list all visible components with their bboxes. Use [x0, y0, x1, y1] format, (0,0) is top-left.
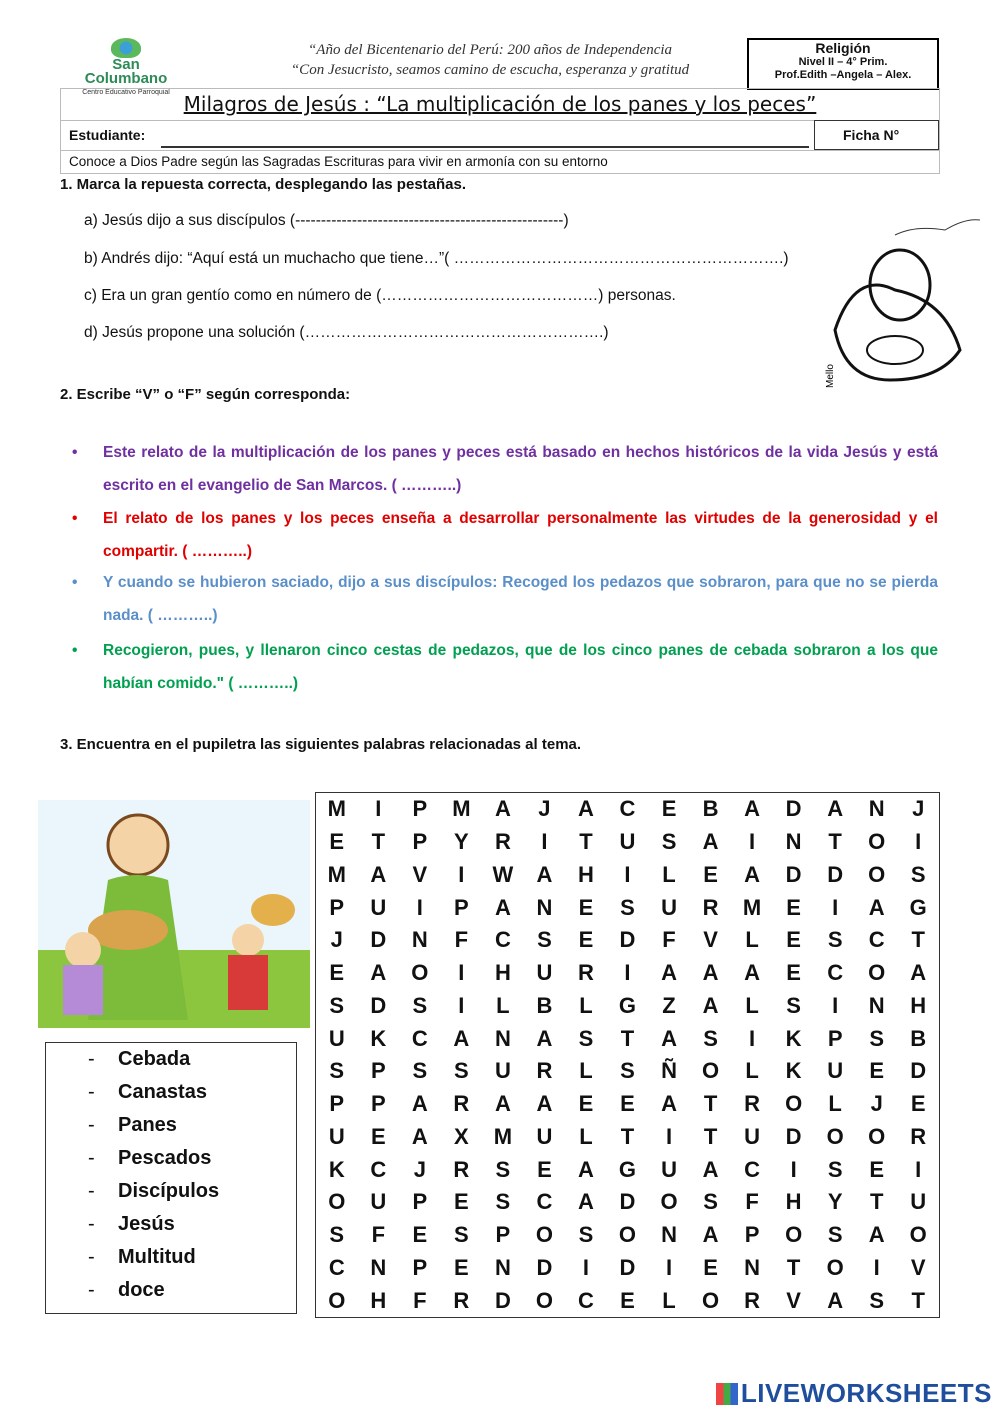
grid-letter[interactable]: A — [453, 1025, 470, 1051]
grid-letter[interactable]: K — [785, 1025, 802, 1051]
grid-letter[interactable]: Y — [454, 829, 469, 855]
grid-letter[interactable]: W — [492, 861, 514, 887]
grid-letter[interactable]: A — [536, 1025, 553, 1051]
grid-letter[interactable]: E — [412, 1222, 428, 1248]
grid-letter[interactable]: E — [703, 861, 718, 887]
grid-letter[interactable]: S — [454, 1058, 469, 1084]
grid-letter[interactable]: D — [785, 1123, 802, 1149]
grid-letter[interactable]: S — [827, 1156, 843, 1182]
grid-letter[interactable]: H — [494, 960, 511, 986]
word-list-item: - Jesús — [46, 1208, 296, 1241]
grid-letter[interactable]: V — [910, 1254, 926, 1280]
grid-letter[interactable]: A — [702, 829, 719, 855]
grid-letter[interactable]: O — [826, 1254, 844, 1280]
grid-letter[interactable]: E — [578, 894, 594, 920]
grid-letter[interactable]: A — [536, 861, 553, 887]
grid-letter[interactable]: I — [458, 861, 465, 887]
grid-letter[interactable]: D — [785, 796, 802, 822]
grid-letter[interactable]: I — [749, 829, 756, 855]
grid-letter[interactable]: S — [869, 1025, 885, 1051]
grid-letter[interactable]: H — [370, 1287, 387, 1313]
grid-letter[interactable]: U — [744, 1123, 761, 1149]
grid-letter[interactable]: S — [412, 992, 428, 1018]
grid-letter[interactable]: D — [370, 992, 387, 1018]
grid-letter[interactable]: E — [578, 1091, 594, 1117]
grid-letter[interactable]: A — [578, 1189, 594, 1215]
grid-letter[interactable]: L — [496, 992, 510, 1018]
grid-letter[interactable]: L — [662, 1287, 676, 1313]
grid-letter[interactable]: A — [702, 1222, 719, 1248]
grid-letter[interactable]: I — [915, 829, 922, 855]
grid-letter[interactable]: H — [785, 1189, 802, 1215]
grid-letter[interactable]: P — [827, 1025, 843, 1051]
grid-letter[interactable]: V — [786, 1287, 801, 1313]
grid-letter[interactable]: I — [873, 1254, 880, 1280]
grid-letter[interactable]: F — [454, 927, 469, 953]
grid-letter[interactable]: U — [328, 1025, 345, 1051]
grid-letter[interactable]: I — [458, 960, 465, 986]
grid-letter[interactable]: B — [702, 796, 719, 822]
grid-letter[interactable]: L — [828, 1091, 842, 1117]
grid-letter[interactable]: N — [494, 1254, 511, 1280]
grid-letter[interactable]: S — [412, 1058, 428, 1084]
ficha-number-field[interactable]: Ficha N° — [814, 120, 939, 150]
student-name-field[interactable] — [161, 146, 809, 148]
grid-letter[interactable]: S — [703, 1189, 718, 1215]
grid-letter[interactable]: O — [411, 960, 429, 986]
grid-letter[interactable]: H — [578, 861, 594, 887]
grid-letter[interactable]: S — [454, 1222, 469, 1248]
grid-letter[interactable]: E — [329, 960, 345, 986]
grid-letter[interactable]: P — [454, 894, 469, 920]
grid-letter[interactable]: E — [869, 1156, 885, 1182]
grid-letter[interactable]: E — [786, 894, 801, 920]
grid-letter[interactable]: P — [744, 1222, 760, 1248]
word-list-item: - Discípulos — [46, 1175, 296, 1208]
subject-box — [747, 38, 939, 90]
grid-letter[interactable]: S — [620, 1058, 635, 1084]
grid-letter[interactable]: P — [329, 1091, 345, 1117]
logo-subtext: Centro Educativo Parroquial — [82, 89, 170, 96]
grid-letter[interactable]: A — [744, 960, 761, 986]
grid-letter[interactable]: V — [412, 861, 428, 887]
grid-letter[interactable]: U — [370, 894, 387, 920]
grid-letter[interactable]: A — [744, 861, 761, 887]
grid-letter[interactable]: D — [619, 927, 636, 953]
statement-text: • Recogieron, pues, y llenaron cinco cestas de pedazos, que de los cinco panes de cebada sobraron a los que habían comido." ( ………..) — [103, 642, 938, 692]
grid-letter[interactable]: A — [494, 796, 511, 822]
grid-letter[interactable]: E — [454, 1254, 469, 1280]
grid-letter[interactable]: K — [785, 1058, 802, 1084]
question-2-title: 2. Escribe “V” o “F” según corresponda: — [60, 386, 351, 403]
grid-letter[interactable]: A — [370, 960, 387, 986]
grid-letter[interactable]: L — [662, 861, 676, 887]
grid-letter[interactable]: K — [370, 1025, 387, 1051]
grid-letter[interactable]: A — [661, 1025, 677, 1051]
jesus-sharing-bread-illustration — [38, 800, 310, 1028]
grid-letter[interactable]: D — [785, 861, 802, 887]
grid-letter[interactable]: O — [785, 1222, 803, 1248]
grid-letter[interactable]: I — [832, 992, 839, 1018]
grid-letter[interactable]: P — [412, 796, 428, 822]
grid-letter[interactable]: D — [910, 1058, 927, 1084]
grid-letter[interactable]: A — [744, 796, 761, 822]
grid-letter[interactable]: P — [412, 1189, 428, 1215]
grid-letter[interactable]: A — [661, 960, 677, 986]
q1-item-b-dropdown[interactable]: b) Andrés dijo: “Aquí está un muchacho que tiene…”( ……………………………………………………….) — [84, 250, 789, 267]
grid-letter[interactable]: Y — [827, 1189, 843, 1215]
grid-letter[interactable]: E — [786, 927, 801, 953]
grid-letter[interactable]: A — [868, 894, 885, 920]
grid-letter[interactable]: O — [826, 1123, 844, 1149]
grid-letter[interactable]: C — [868, 927, 885, 953]
grid-letter[interactable]: T — [703, 1123, 718, 1149]
grid-letter[interactable]: A — [661, 1091, 677, 1117]
q2-statement[interactable] — [72, 436, 938, 502]
grid-letter[interactable]: A — [494, 894, 511, 920]
grid-letter[interactable]: B — [536, 992, 553, 1018]
grid-letter[interactable]: J — [912, 796, 925, 822]
q1-item-a-dropdown[interactable]: a) Jesús dijo a sus discípulos (----------------------------------------------------) — [84, 212, 569, 229]
grid-letter[interactable]: S — [786, 992, 801, 1018]
grid-letter[interactable]: S — [620, 894, 635, 920]
grid-letter[interactable]: I — [416, 894, 423, 920]
statement-text: • Este relato de la multiplicación de los panes y peces está basado en hechos históricos de la vida Jesús y está escrito en el evangelio de San Marcos. ( ………..) — [103, 444, 938, 494]
grid-letter[interactable]: J — [330, 927, 343, 953]
grid-letter[interactable]: J — [413, 1156, 426, 1182]
grid-letter[interactable]: U — [536, 1123, 553, 1149]
word-list — [45, 1042, 297, 1314]
grid-letter[interactable]: N — [868, 992, 885, 1018]
grid-letter[interactable]: D — [619, 1254, 636, 1280]
grid-letter[interactable]: C — [328, 1254, 345, 1280]
grid-letter[interactable]: S — [578, 1222, 594, 1248]
grid-letter[interactable]: T — [579, 829, 593, 855]
grid-letter[interactable]: D — [370, 927, 387, 953]
student-label: Estudiante: — [69, 127, 146, 143]
grid-letter[interactable]: O — [702, 1058, 720, 1084]
grid-letter[interactable]: N — [370, 1254, 387, 1280]
grid-letter[interactable]: F — [745, 1189, 759, 1215]
grid-letter[interactable]: T — [620, 1123, 635, 1149]
grid-letter[interactable]: E — [703, 1254, 718, 1280]
liveworksheets-logo-icon — [716, 1383, 738, 1405]
grid-letter[interactable]: S — [329, 1058, 345, 1084]
grid-letter[interactable]: X — [454, 1123, 469, 1149]
grid-letter[interactable]: E — [620, 1287, 635, 1313]
grid-letter[interactable]: P — [412, 1254, 428, 1280]
grid-letter[interactable]: E — [537, 1156, 552, 1182]
grid-letter[interactable]: M — [493, 1123, 513, 1149]
grid-letter[interactable]: O — [328, 1189, 346, 1215]
grid-letter[interactable]: C — [619, 796, 636, 822]
grid-letter[interactable]: O — [868, 1123, 886, 1149]
grid-letter[interactable]: N — [785, 829, 802, 855]
grid-letter[interactable]: L — [579, 992, 593, 1018]
grid-letter[interactable]: R — [910, 1123, 927, 1149]
level: Nivel II – 4° Prim. — [798, 56, 888, 68]
grid-letter[interactable]: L — [579, 1123, 593, 1149]
grid-letter[interactable]: T — [869, 1189, 884, 1215]
grid-letter[interactable]: A — [827, 1287, 844, 1313]
motto-line-2: “Con Jesucristo, seamos camino de escucha, esperanza y gratitud — [290, 62, 690, 78]
grid-letter[interactable]: S — [495, 1189, 511, 1215]
grid-letter[interactable]: G — [909, 894, 927, 920]
grid-letter[interactable]: I — [582, 1254, 590, 1280]
grid-letter[interactable]: A — [910, 960, 927, 986]
grid-letter[interactable]: N — [661, 1222, 677, 1248]
grid-letter[interactable]: O — [702, 1287, 720, 1313]
grid-letter[interactable]: O — [535, 1287, 553, 1313]
question-3-title: 3. Encuentra en el pupiletra las siguientes palabras relacionadas al tema. — [60, 736, 582, 753]
grid-letter[interactable]: P — [370, 1058, 386, 1084]
grid-letter[interactable]: C — [536, 1189, 553, 1215]
grid-letter[interactable]: O — [785, 1091, 803, 1117]
grid-letter[interactable]: M — [742, 894, 762, 920]
grid-letter[interactable]: E — [454, 1189, 469, 1215]
grid-letter[interactable]: T — [828, 829, 842, 855]
grid-letter[interactable]: A — [494, 1091, 511, 1117]
grid-letter[interactable]: G — [618, 992, 637, 1018]
grid-letter[interactable]: R — [578, 960, 594, 986]
grid-letter[interactable]: U — [910, 1189, 927, 1215]
grid-letter[interactable]: U — [827, 1058, 844, 1084]
grid-letter[interactable]: T — [911, 927, 925, 953]
grid-letter[interactable]: N — [411, 927, 428, 953]
grid-letter[interactable]: O — [328, 1287, 346, 1313]
q2-statement[interactable] — [72, 566, 938, 632]
grid-letter[interactable]: S — [537, 927, 552, 953]
grid-letter[interactable]: U — [328, 1123, 345, 1149]
grid-letter[interactable]: S — [869, 1287, 885, 1313]
grid-letter[interactable]: T — [703, 1091, 718, 1117]
grid-letter[interactable]: L — [745, 927, 759, 953]
grid-letter[interactable]: E — [786, 960, 801, 986]
logo-text: San Columbano — [84, 56, 168, 87]
grid-letter[interactable]: S — [827, 927, 843, 953]
grid-letter[interactable]: A — [411, 1123, 428, 1149]
grid-letter[interactable]: H — [910, 992, 927, 1018]
grid-letter[interactable]: U — [536, 960, 553, 986]
grid-letter[interactable]: M — [327, 796, 346, 822]
q2-statement[interactable] — [72, 634, 938, 700]
grid-letter[interactable]: S — [827, 1222, 843, 1248]
grid-letter[interactable]: F — [662, 927, 676, 953]
grid-letter[interactable]: E — [910, 1091, 926, 1117]
grid-letter[interactable]: M — [327, 861, 346, 887]
grid-letter[interactable]: E — [370, 1123, 386, 1149]
grid-letter[interactable]: K — [328, 1156, 345, 1182]
grid-letter[interactable]: E — [329, 829, 345, 855]
grid-letter[interactable]: F — [413, 1287, 427, 1313]
grid-letter[interactable]: O — [535, 1222, 553, 1248]
grid-letter[interactable]: O — [618, 1222, 637, 1248]
school-logo — [70, 38, 182, 96]
grid-letter[interactable]: N — [494, 1025, 511, 1051]
grid-letter[interactable]: I — [915, 1156, 922, 1182]
grid-letter[interactable]: D — [536, 1254, 553, 1280]
grid-letter[interactable]: I — [665, 1254, 673, 1280]
grid-letter[interactable]: I — [624, 960, 631, 986]
header-table — [60, 88, 940, 174]
word-list-item: - Pescados — [46, 1142, 296, 1175]
grid-letter[interactable]: E — [578, 927, 594, 953]
grid-letter[interactable]: T — [620, 1025, 635, 1051]
grid-letter[interactable]: I — [832, 894, 839, 920]
grid-letter[interactable]: D — [494, 1287, 511, 1313]
watermark-text: LIVEWORKSHEETS — [740, 1378, 992, 1408]
grid-letter[interactable]: C — [578, 1287, 594, 1313]
grid-letter[interactable]: N — [744, 1254, 761, 1280]
grid-letter[interactable]: J — [538, 796, 551, 822]
logo-emblem-icon — [111, 38, 141, 58]
grid-letter[interactable]: C — [370, 1156, 387, 1182]
grid-letter[interactable]: Ñ — [661, 1058, 677, 1084]
q1-item-c-dropdown[interactable]: c) Era un gran gentío como en número de (……………………………………) personas. — [84, 287, 676, 304]
grid-letter[interactable]: I — [375, 796, 382, 822]
grid-letter[interactable]: S — [910, 861, 926, 887]
grid-letter[interactable]: F — [371, 1222, 386, 1248]
q1-item-d-dropdown[interactable]: d) Jesús propone una solución (………………………………………………….) — [84, 324, 609, 341]
grid-letter[interactable]: A — [411, 1091, 428, 1117]
grid-letter[interactable]: P — [329, 894, 345, 920]
grid-letter[interactable]: T — [786, 1254, 801, 1280]
grid-letter[interactable]: L — [745, 992, 759, 1018]
grid-letter[interactable]: D — [827, 861, 844, 887]
year-motto — [240, 40, 740, 80]
statement-text: • El relato de los panes y los peces enseña a desarrollar personalmente las virtudes de la generosidad y el compartir. ( ………..) — [103, 510, 938, 560]
grid-letter[interactable]: L — [745, 1058, 759, 1084]
grid-letter[interactable]: S — [703, 1025, 718, 1051]
word-list-item: - Panes — [46, 1109, 296, 1142]
grid-letter[interactable]: E — [661, 796, 677, 822]
grid-letter[interactable]: M — [452, 796, 471, 822]
grid-letter[interactable]: J — [870, 1091, 883, 1117]
statement-text: • Y cuando se hubieron saciado, dijo a sus discípulos: Recoged los pedazos que sobraron, para que no se pierda nada. ( ………..) — [103, 574, 938, 624]
grid-letter[interactable]: S — [495, 1156, 511, 1182]
word-list-item: - doce — [46, 1274, 296, 1307]
grid-letter[interactable]: Z — [662, 992, 676, 1018]
grid-letter[interactable]: R — [744, 1287, 761, 1313]
grid-letter[interactable]: R — [453, 1156, 470, 1182]
grid-letter[interactable]: A — [536, 1091, 553, 1117]
grid-letter[interactable]: R — [744, 1091, 761, 1117]
grid-letter[interactable]: U — [494, 1058, 511, 1084]
motto-line-1: “Año del Bicentenario del Perú: 200 años de Independencia — [307, 42, 673, 58]
question-1-title: 1. Marca la repuesta correcta, desplegando las pestañas. — [60, 176, 467, 193]
word-search-grid[interactable] — [315, 792, 940, 1318]
grid-letter[interactable]: U — [619, 829, 636, 855]
grid-letter[interactable]: S — [661, 829, 677, 855]
teachers: Prof.Edith –Angela – Alex. — [774, 69, 912, 81]
grid-letter[interactable]: U — [661, 894, 677, 920]
grid-letter[interactable]: D — [619, 1189, 636, 1215]
liveworksheets-watermark — [716, 1378, 992, 1409]
grid-letter[interactable]: C — [744, 1156, 761, 1182]
grid-letter[interactable]: O — [868, 960, 886, 986]
grid-letter[interactable]: C — [411, 1025, 428, 1051]
jesus-with-fish-illustration — [825, 210, 980, 392]
grid-letter[interactable]: A — [702, 992, 719, 1018]
grid-letter[interactable]: A — [702, 1156, 719, 1182]
grid-letter[interactable]: A — [868, 1222, 885, 1248]
grid-letter[interactable]: G — [618, 1156, 637, 1182]
grid-letter[interactable]: R — [494, 829, 511, 855]
grid-letter[interactable]: T — [911, 1287, 925, 1313]
grid-letter[interactable]: C — [827, 960, 844, 986]
grid-letter[interactable]: N — [868, 796, 885, 822]
grid-letter[interactable]: U — [370, 1189, 387, 1215]
student-row — [61, 121, 939, 151]
grid-letter[interactable]: N — [536, 894, 553, 920]
grid-letter[interactable]: V — [703, 927, 718, 953]
grid-letter[interactable]: I — [749, 1025, 756, 1051]
grid-letter[interactable]: A — [702, 960, 719, 986]
grid-letter[interactable]: O — [868, 829, 886, 855]
grid-letter[interactable]: U — [661, 1156, 677, 1182]
grid-letter[interactable]: C — [494, 927, 511, 953]
grid-letter[interactable]: E — [869, 1058, 885, 1084]
grid-letter[interactable]: B — [910, 1025, 927, 1051]
grid-letter[interactable]: P — [495, 1222, 511, 1248]
grid-letter[interactable]: A — [370, 861, 387, 887]
grid-letter[interactable]: S — [329, 1222, 345, 1248]
grid-letter[interactable]: O — [660, 1189, 678, 1215]
grid-letter[interactable]: S — [578, 1025, 594, 1051]
objective: Conoce a Dios Padre según las Sagradas Escrituras para vivir en armonía con su entorno — [69, 154, 608, 169]
grid-letter[interactable]: A — [578, 1156, 594, 1182]
grid-letter[interactable]: I — [541, 829, 548, 855]
grid-letter[interactable]: P — [370, 1091, 386, 1117]
grid-letter[interactable]: O — [909, 1222, 927, 1248]
word-list-item: - Canastas — [46, 1076, 296, 1109]
grid-letter[interactable]: I — [458, 992, 465, 1018]
page-title: Milagros de Jesús : “La multiplicación de los panes y los peces” — [61, 89, 939, 121]
subject: Religión — [815, 40, 871, 56]
grid-letter[interactable]: T — [371, 829, 386, 855]
grid-letter[interactable]: R — [702, 894, 719, 920]
grid-letter[interactable]: E — [620, 1091, 635, 1117]
grid-letter[interactable]: S — [329, 992, 345, 1018]
illustration-signature: Mello — [825, 364, 836, 388]
q2-statement[interactable] — [72, 502, 938, 568]
grid-letter[interactable]: A — [827, 796, 844, 822]
grid-letter[interactable]: R — [536, 1058, 553, 1084]
grid-letter[interactable]: I — [665, 1123, 673, 1149]
grid-letter[interactable]: A — [578, 796, 594, 822]
grid-letter[interactable]: I — [790, 1156, 797, 1182]
grid-letter[interactable]: P — [412, 829, 428, 855]
word-list-item: - Cebada — [46, 1043, 296, 1076]
grid-letter[interactable]: R — [453, 1091, 470, 1117]
word-list-item: - Multitud — [46, 1241, 296, 1274]
grid-letter[interactable]: L — [579, 1058, 593, 1084]
grid-letter[interactable]: R — [453, 1287, 470, 1313]
grid-letter[interactable]: O — [868, 861, 886, 887]
grid-letter[interactable]: I — [624, 861, 631, 887]
